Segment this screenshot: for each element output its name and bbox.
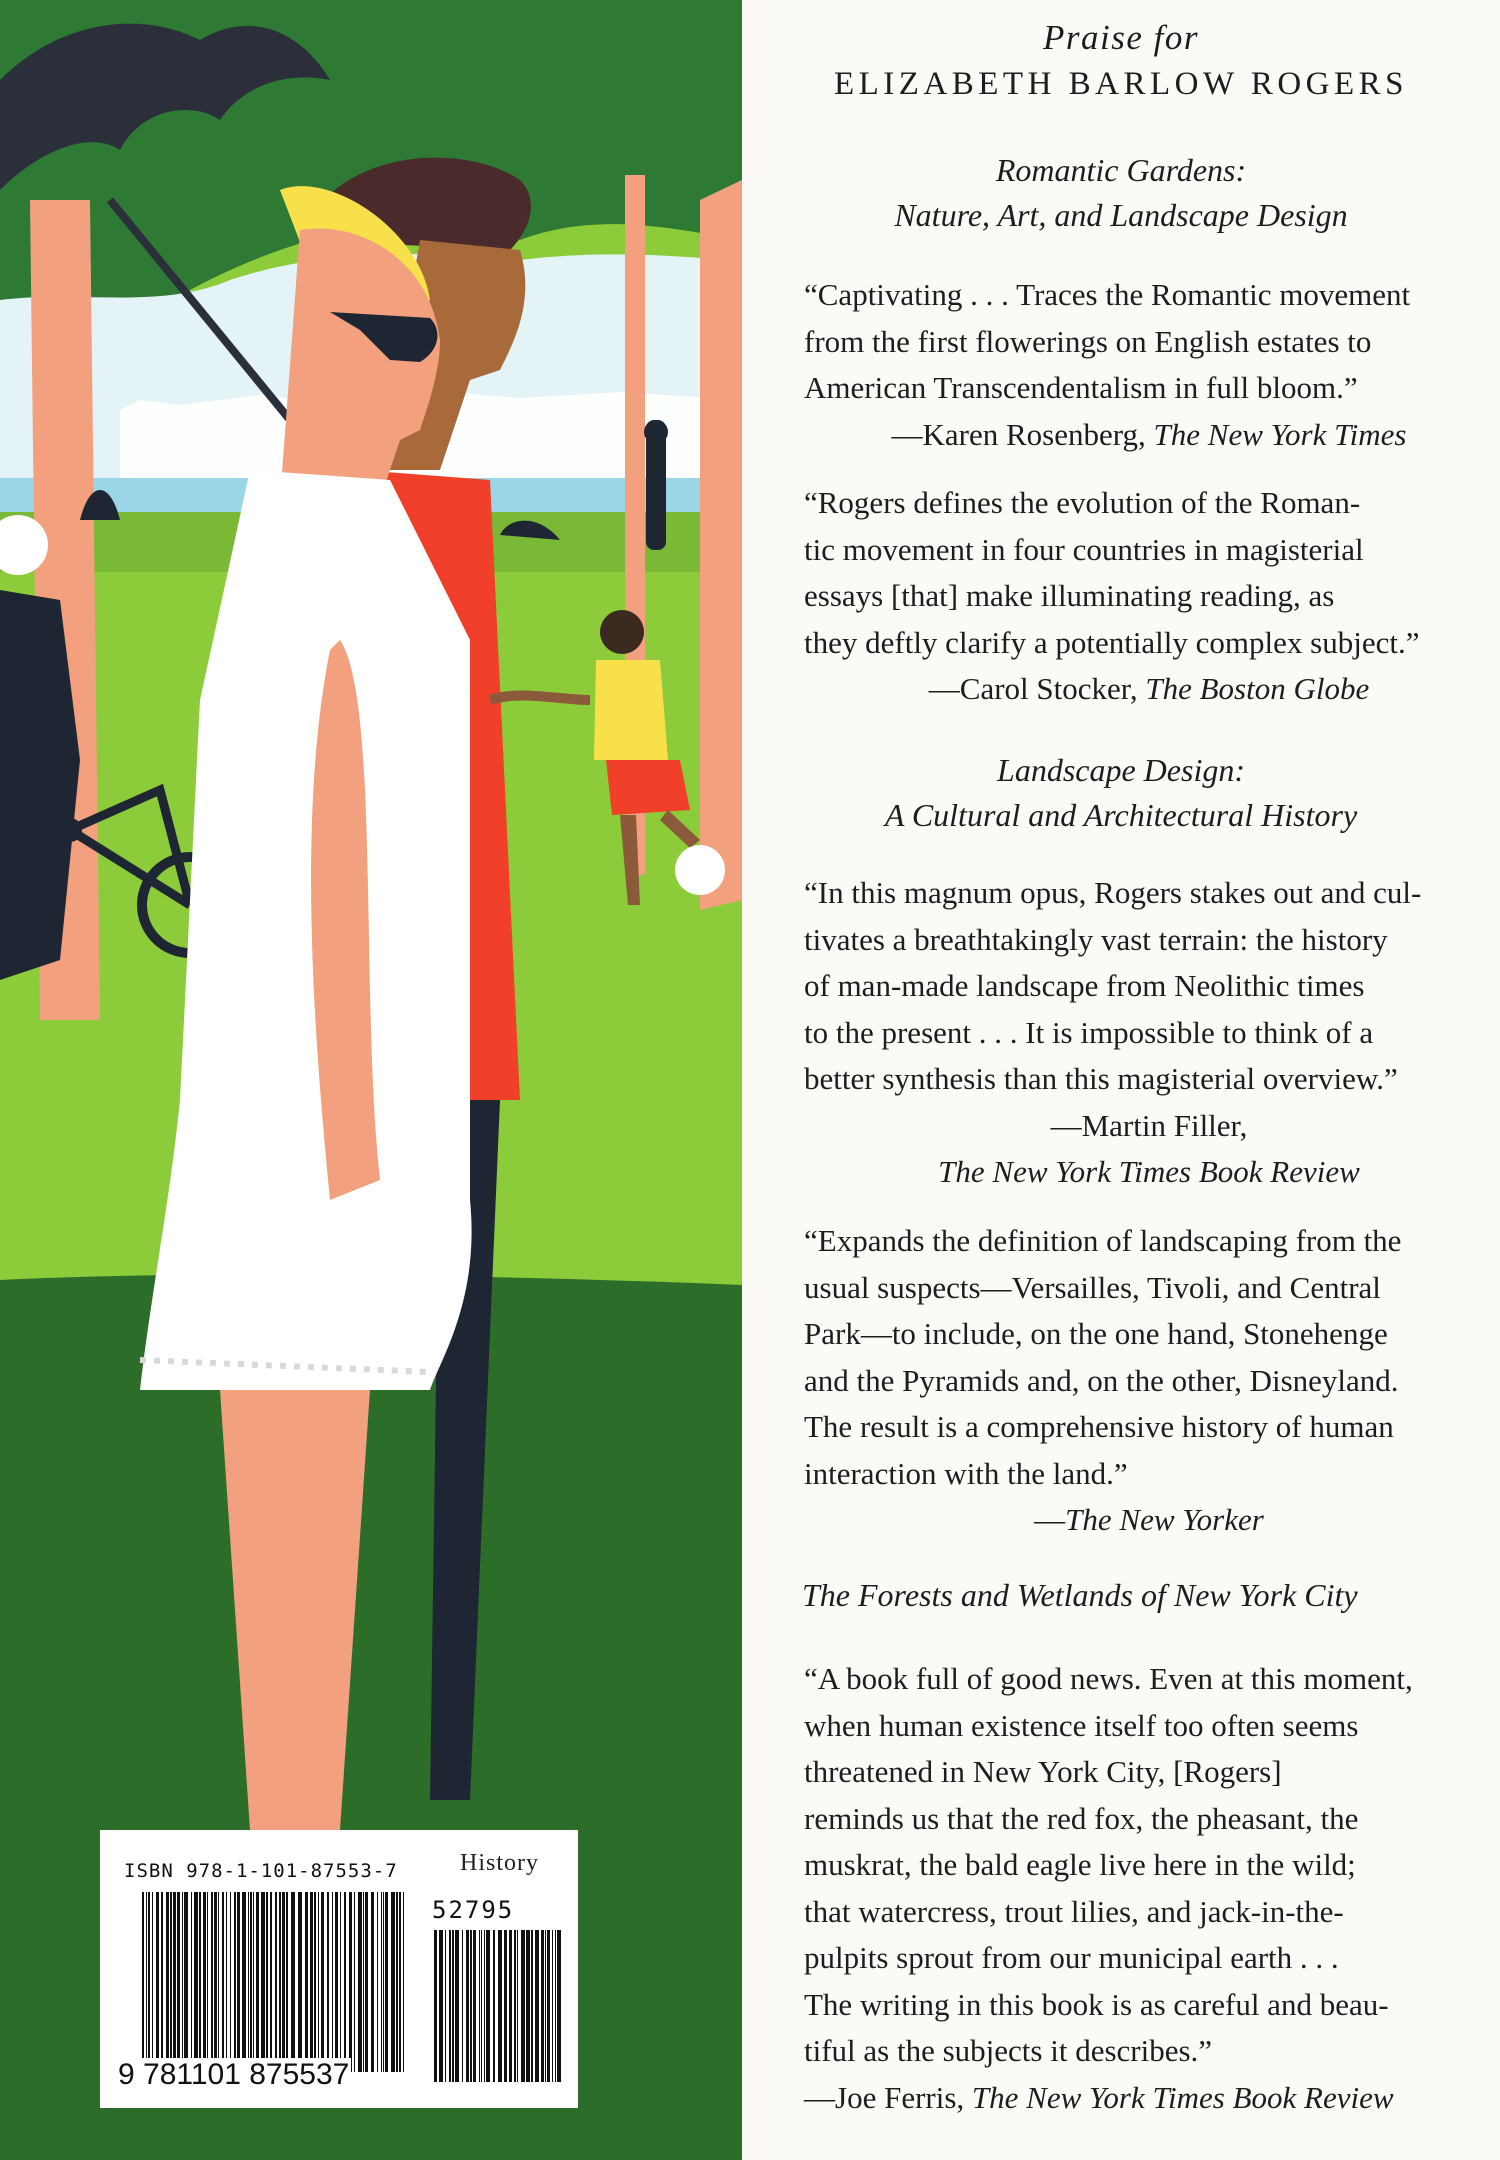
- barcode-bar: [310, 1892, 313, 2072]
- barcode-bar: [207, 1892, 208, 2072]
- barcode-bar: [253, 1892, 254, 2072]
- isbn-number: ISBN 978-1-101-87553-7: [124, 1860, 398, 1882]
- attribution-name: —: [1034, 1502, 1066, 1537]
- barcode-bar: [509, 1930, 512, 2082]
- barcode-bar: [391, 1892, 395, 2072]
- book-title-line: Nature, Art, and Landscape Design: [894, 197, 1348, 233]
- quote-attribution: [804, 2075, 1484, 2122]
- quote-line: tic movement in four countries in magisterial: [804, 531, 1364, 567]
- barcode-bar: [170, 1892, 172, 2072]
- barcode-bar: [321, 1892, 324, 2072]
- praise-panel: [742, 0, 1500, 2160]
- book-title: [762, 148, 1480, 238]
- barcode-bar: [486, 1930, 490, 2082]
- barcode-bar: [191, 1892, 192, 2072]
- quote-line: Park—to include, on the one hand, Stonehenge: [804, 1316, 1388, 1351]
- barcode-bar: [332, 1892, 333, 2072]
- barcode-bar: [552, 1930, 553, 2082]
- review-quote: [804, 1656, 1484, 2121]
- barcode-bar: [335, 1892, 338, 2072]
- attribution-publication: The New York Times: [1153, 416, 1407, 452]
- attribution-name: —Martin Filler,: [1050, 1107, 1248, 1143]
- barcode-bar: [526, 1930, 530, 2082]
- barcode-bar: [305, 1892, 308, 2072]
- quote-line: “Captivating . . . Traces the Romantic movement: [804, 277, 1411, 312]
- barcode-bar: [234, 1892, 236, 2072]
- barcode-bar: [466, 1930, 469, 2082]
- barcode-bar: [222, 1892, 224, 2072]
- book-title-line: Landscape Design:: [997, 752, 1245, 788]
- barcode-bar: [230, 1892, 231, 2072]
- quote-line: reminds us that the red fox, the pheasant, the: [804, 1800, 1359, 1836]
- barcode-bar: [403, 1892, 404, 2072]
- barcode-bar: [161, 1892, 163, 2072]
- book-title-line: A Cultural and Architectural History: [884, 797, 1358, 833]
- attribution-publication: The New Yorker: [1065, 1502, 1264, 1537]
- quote-line: usual suspects—Versailles, Tivoli, and Central: [804, 1269, 1381, 1305]
- praise-heading: Praise for: [1043, 18, 1199, 57]
- barcode-bar: [250, 1892, 252, 2072]
- barcode-bar: [481, 1930, 482, 2082]
- barcode-bar: [452, 1930, 454, 2082]
- quote-attribution: [804, 412, 1484, 459]
- child-head: [600, 610, 644, 654]
- barcode-bar: [279, 1892, 281, 2072]
- barcode-bar: [203, 1892, 206, 2072]
- barcode-bar: [385, 1892, 388, 2072]
- quote-line: that watercress, trout lilies, and jack-in-the-: [804, 1893, 1344, 1929]
- barcode-bar: [541, 1930, 544, 2082]
- review-quote: [804, 1218, 1484, 1544]
- child-shorts: [606, 760, 690, 815]
- barcode-bar: [242, 1892, 246, 2072]
- book-title: [802, 1573, 1500, 1618]
- barcode-bar: [535, 1930, 539, 2082]
- barcode-bar: [349, 1892, 352, 2072]
- quote-attribution: [804, 1103, 1484, 1150]
- barcode-bar: [344, 1892, 346, 2072]
- quote-line: when human existence itself too often seems: [804, 1707, 1359, 1743]
- bicycle-pedal: [58, 818, 82, 842]
- barcode-bar: [184, 1892, 188, 2072]
- barcode-bar: [286, 1892, 288, 2072]
- quote-line: The result is a comprehensive history of human: [804, 1409, 1394, 1444]
- barcode-bar: [396, 1892, 398, 2072]
- barcode-digits: 9 781101 875537: [118, 2058, 350, 2091]
- barcode-bar: [498, 1930, 502, 2082]
- barcode-bar: [521, 1930, 525, 2082]
- attribution-name: —Carol Stocker,: [928, 671, 1146, 706]
- barcode-bar: [365, 1892, 368, 2072]
- book-title-line: Romantic Gardens:: [995, 152, 1247, 188]
- barcode-bar: [377, 1892, 378, 2072]
- review-quote: [804, 480, 1484, 713]
- review-quote: [804, 272, 1484, 458]
- barcode-bar: [371, 1892, 374, 2072]
- barcode-bar: [557, 1930, 561, 2082]
- barcode-bar: [555, 1930, 556, 2082]
- quote-line: and the Pyramids and, on the other, Disneyland.: [804, 1362, 1399, 1398]
- barcode-bar: [479, 1930, 480, 2082]
- barcode-bar: [166, 1892, 169, 2072]
- barcode-bar: [462, 1930, 463, 2082]
- barcode-bar: [473, 1930, 476, 2082]
- quote-line: they deftly clarify a potentially complex subject.”: [804, 624, 1420, 660]
- quote-line: threatened in New York City, [Rogers]: [804, 1754, 1282, 1789]
- barcode-bar: [504, 1930, 507, 2082]
- quote-line: muskrat, the bald eagle live here in the wild;: [804, 1847, 1356, 1882]
- barcode-bar: [354, 1892, 355, 2072]
- quote-line: “Expands the definition of landscaping from the: [804, 1223, 1402, 1258]
- barcode-bar: [363, 1892, 364, 2072]
- quote-line: “Rogers defines the evolution of the Roman-: [804, 485, 1361, 520]
- barcode-bar: [148, 1892, 150, 2072]
- barcode-bar: [327, 1892, 329, 2072]
- attribution-name: —Karen Rosenberg,: [891, 416, 1154, 452]
- barcode-bar: [266, 1892, 268, 2072]
- author-name: ELIZABETH BARLOW ROGERS: [833, 66, 1409, 102]
- quote-line: “A book full of good news. Even at this moment,: [804, 1661, 1413, 1696]
- barcode-bar: [194, 1892, 198, 2072]
- barcode-bar: [399, 1892, 401, 2072]
- quote-attribution-publication: [804, 1149, 1484, 1196]
- price-code: 52795: [432, 1896, 515, 1924]
- barcode-bar: [211, 1892, 213, 2072]
- barcode-bar: [484, 1930, 485, 2082]
- barcode-bar: [226, 1892, 227, 2072]
- barcode-bar: [177, 1892, 180, 2072]
- barcode-bar: [314, 1892, 316, 2072]
- barcode-bar: [514, 1930, 516, 2082]
- barcode-bar: [199, 1892, 201, 2072]
- quote-line: to the present . . . It is impossible to think of a: [804, 1014, 1374, 1050]
- soccer-ball: [675, 845, 725, 895]
- barcode-bar: [173, 1892, 176, 2072]
- quote-attribution: [804, 666, 1484, 713]
- standing-person-head: [644, 420, 668, 444]
- quote-line: tivates a breathtakingly vast terrain: the history: [804, 921, 1388, 957]
- barcode-bar: [470, 1930, 472, 2082]
- quote-line: American Transcendentalism in full bloom.”: [804, 370, 1358, 405]
- barcode-bar: [434, 1930, 437, 2082]
- barcode-bar: [142, 1892, 144, 2072]
- child-shirt: [594, 660, 668, 760]
- attribution-publication: The Boston Globe: [1145, 671, 1370, 706]
- barcode-bar: [146, 1892, 147, 2072]
- barcode-bar: [298, 1892, 302, 2072]
- review-quote: [804, 870, 1484, 1196]
- barcode-bar: [237, 1892, 240, 2072]
- barcode-bar: [455, 1930, 459, 2082]
- barcode-bar: [340, 1892, 341, 2072]
- barcode-bar: [152, 1892, 153, 2072]
- barcode-bar: [383, 1892, 384, 2072]
- woman-hand-bracelet: [490, 696, 590, 700]
- barcode-bar: [282, 1892, 285, 2072]
- barcode-bar: [256, 1892, 259, 2072]
- quote-attribution: [804, 1497, 1484, 1544]
- barcode-bar: [275, 1892, 277, 2072]
- barcode-bar: [156, 1892, 159, 2072]
- quote-line: tiful as the subjects it describes.”: [804, 2033, 1213, 2068]
- tree-trunk-right: [700, 180, 742, 910]
- barcode-bar: [439, 1930, 443, 2082]
- barcode-bar: [248, 1892, 249, 2072]
- barcode-bar: [182, 1892, 183, 2072]
- attribution-publication: The New York Times Book Review: [971, 2079, 1394, 2115]
- isbn-barcode: [140, 1892, 410, 2072]
- quote-line: better synthesis than this magisterial overview.”: [804, 1061, 1398, 1096]
- book-title: [762, 748, 1480, 838]
- barcode-bar: [214, 1892, 217, 2072]
- barcode-bar: [261, 1892, 265, 2072]
- book-title-line: The Forests and Wetlands of New York City: [802, 1577, 1358, 1613]
- barcode-bar: [445, 1930, 446, 2082]
- quote-line: essays [that] make illuminating reading, as: [804, 578, 1335, 613]
- quote-line: interaction with the land.”: [804, 1455, 1128, 1491]
- barcode-bar: [218, 1892, 219, 2072]
- barcode-bar: [449, 1930, 451, 2082]
- barcode-bar: [517, 1930, 518, 2082]
- quote-line: “In this magnum opus, Rogers stakes out and cul-: [804, 875, 1422, 910]
- attribution-publication: The New York Times Book Review: [938, 1154, 1360, 1189]
- barcode-box: [100, 1830, 578, 2108]
- barcode-bar: [547, 1930, 550, 2082]
- quote-line: The writing in this book is as careful and beau-: [804, 1986, 1389, 2022]
- barcode-bar: [291, 1892, 295, 2072]
- quote-line: of man-made landscape from Neolithic times: [804, 968, 1365, 1003]
- barcode-bar: [381, 1892, 382, 2072]
- attribution-name: —Joe Ferris,: [804, 2079, 972, 2115]
- barcode-bar: [270, 1892, 272, 2072]
- quote-line: pulpits sprout from our municipal earth . . .: [804, 1940, 1339, 1975]
- category-label: History: [460, 1850, 539, 1876]
- barcode-bar: [358, 1892, 362, 2072]
- quote-line: from the first flowerings on English estates to: [804, 323, 1372, 359]
- barcode-bar: [531, 1930, 533, 2082]
- barcode-bar: [318, 1892, 319, 2072]
- barcode-bar: [545, 1930, 546, 2082]
- price-barcode: [432, 1930, 562, 2082]
- barcode-bar: [493, 1930, 495, 2082]
